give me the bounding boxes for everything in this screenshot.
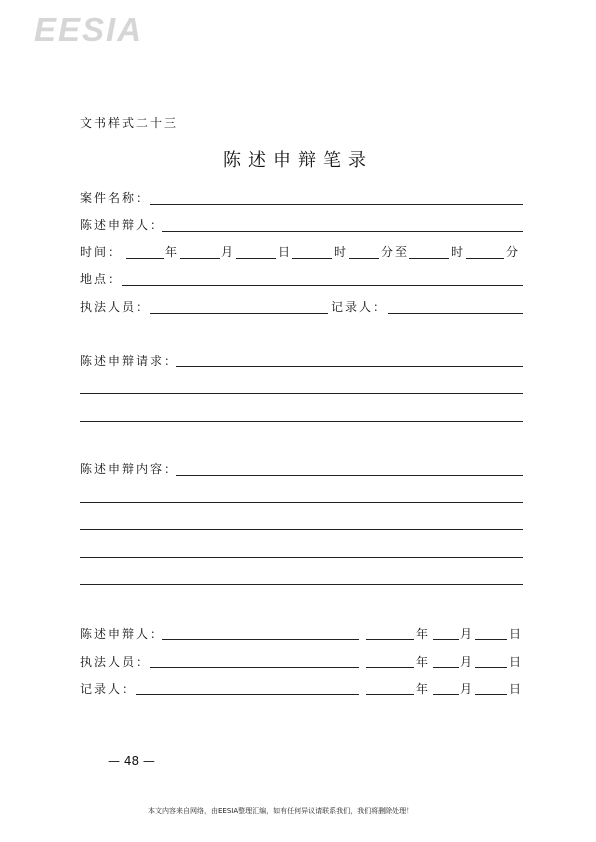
content-line[interactable] — [80, 557, 523, 558]
signature-applicant-line[interactable] — [162, 639, 359, 640]
officer-line[interactable] — [150, 313, 328, 314]
request-line[interactable] — [176, 366, 523, 367]
signature-officer-label: 执法人员： — [80, 655, 151, 669]
time-month-unit: 月 — [221, 245, 236, 259]
signature-applicant-day-line[interactable] — [475, 639, 507, 640]
time-label: 时间： — [80, 245, 123, 259]
page-number: — 48 — — [108, 754, 155, 768]
eesia-logo: EESIA — [34, 11, 144, 48]
time-hour-unit: 时 — [334, 245, 349, 259]
request-line[interactable] — [80, 421, 523, 422]
signature-officer-month-unit: 月 — [460, 655, 475, 669]
content-line[interactable] — [80, 529, 523, 530]
content-line[interactable] — [80, 584, 523, 585]
time-end-hour-line[interactable] — [409, 258, 449, 259]
footer-disclaimer: 本文内容来自网络，由EESIA整理汇编，如有任何异议请联系我们，我们将删除处理！ — [148, 807, 414, 815]
signature-applicant-month-unit: 月 — [460, 627, 475, 641]
signature-recorder-day-unit: 日 — [509, 682, 524, 696]
officer-label: 执法人员： — [80, 300, 151, 314]
time-month-line[interactable] — [180, 258, 220, 259]
signature-recorder-line[interactable] — [136, 694, 359, 695]
time-end-minute-line[interactable] — [466, 258, 504, 259]
location-label: 地点： — [80, 272, 123, 286]
signature-applicant-year-line[interactable] — [366, 639, 414, 640]
signature-officer-year-line[interactable] — [366, 667, 414, 668]
time-year-line[interactable] — [126, 258, 164, 259]
case-name-label: 案件名称： — [80, 191, 151, 205]
request-label: 陈述申辩请求： — [80, 354, 179, 368]
time-year-unit: 年 — [165, 245, 180, 259]
time-end-hour-unit: 时 — [451, 245, 466, 259]
signature-applicant-year-unit: 年 — [416, 627, 431, 641]
signature-recorder-year-unit: 年 — [416, 682, 431, 696]
signature-recorder-day-line[interactable] — [475, 694, 507, 695]
time-day-line[interactable] — [236, 258, 276, 259]
signature-recorder-month-line[interactable] — [433, 694, 459, 695]
content-label: 陈述申辩内容： — [80, 462, 179, 476]
recorder-label: 记录人： — [331, 300, 388, 314]
applicant-label: 陈述申辩人： — [80, 218, 165, 232]
signature-recorder-month-unit: 月 — [460, 682, 475, 696]
content-line[interactable] — [176, 475, 523, 476]
signature-officer-day-unit: 日 — [509, 655, 524, 669]
signature-applicant-day-unit: 日 — [509, 627, 524, 641]
time-minute-line[interactable] — [349, 258, 379, 259]
signature-officer-month-line[interactable] — [433, 667, 459, 668]
signature-recorder-year-line[interactable] — [366, 694, 414, 695]
time-end-minute-unit: 分 — [506, 245, 521, 259]
time-day-unit: 日 — [278, 245, 293, 259]
content-line[interactable] — [80, 502, 523, 503]
signature-recorder-label: 记录人： — [80, 682, 137, 696]
signature-officer-year-unit: 年 — [416, 655, 431, 669]
time-hour-line[interactable] — [292, 258, 332, 259]
time-minute-to-unit: 分至 — [381, 245, 410, 259]
signature-officer-day-line[interactable] — [475, 667, 507, 668]
case-name-line[interactable] — [150, 204, 523, 205]
signature-officer-line[interactable] — [150, 667, 359, 668]
signature-applicant-label: 陈述申辩人： — [80, 627, 165, 641]
location-line[interactable] — [122, 285, 523, 286]
document-title: 陈述申辩笔录 — [223, 150, 373, 171]
request-line[interactable] — [80, 393, 523, 394]
recorder-line[interactable] — [388, 313, 523, 314]
signature-applicant-month-line[interactable] — [433, 639, 459, 640]
form-type-label: 文书样式二十三 — [80, 116, 179, 130]
applicant-line[interactable] — [162, 231, 523, 232]
